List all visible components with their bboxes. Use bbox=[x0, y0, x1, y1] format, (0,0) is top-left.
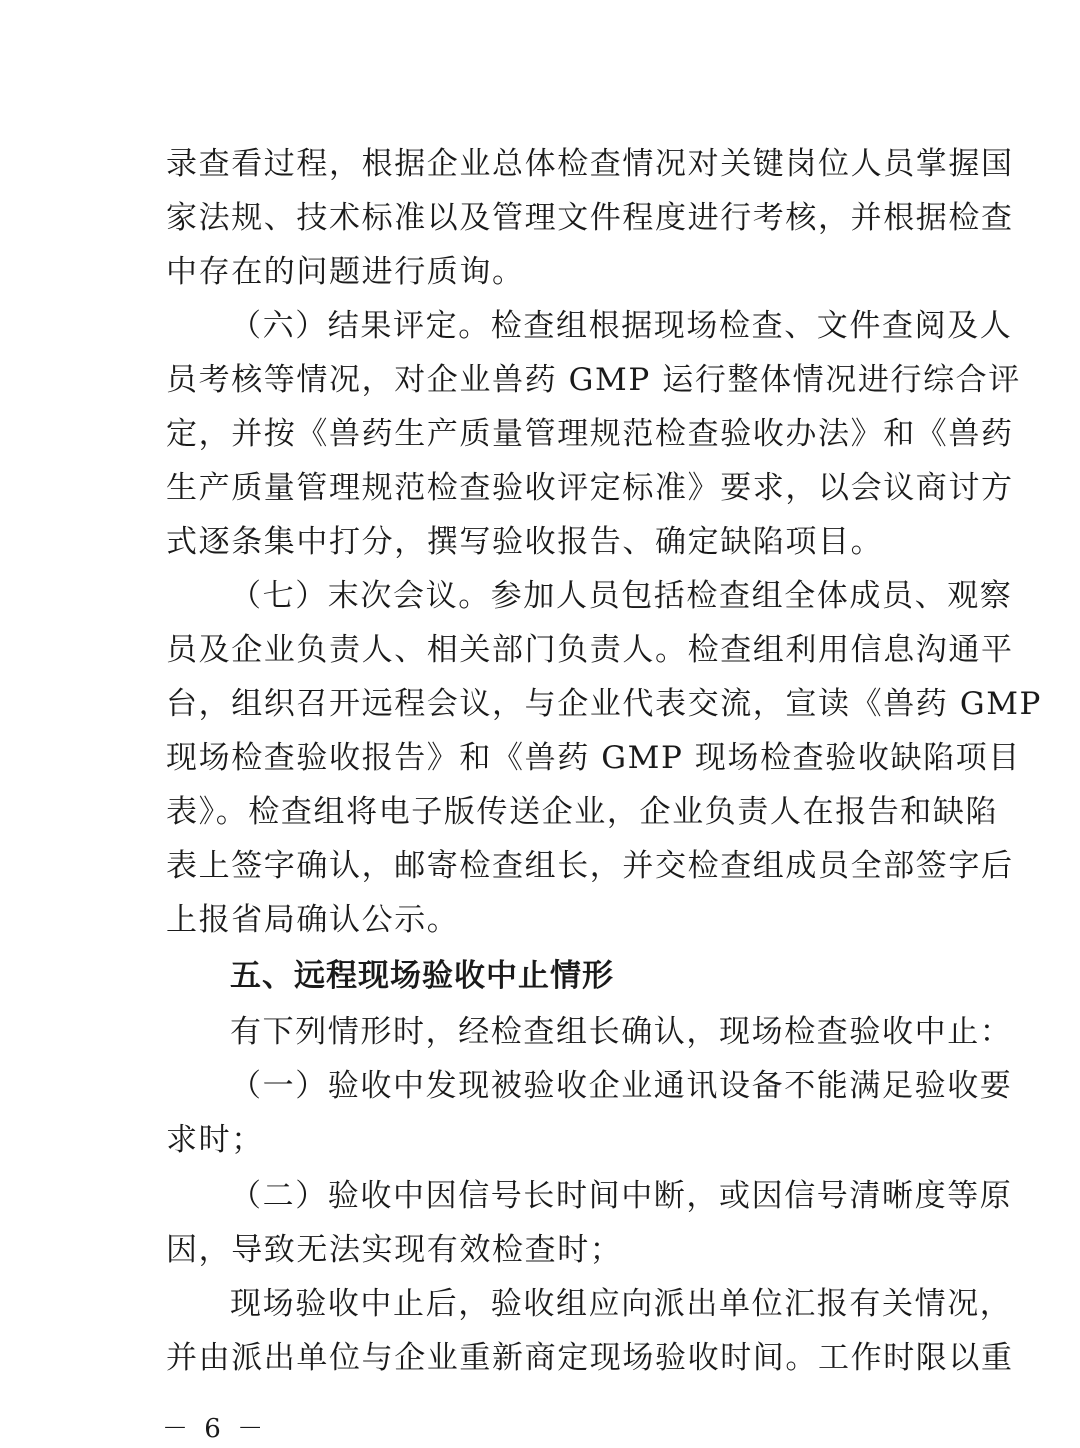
body-text-line: 现场验收中止后，验收组应向派出单位汇报有关情况， bbox=[230, 1286, 1013, 1322]
body-text-line: 并由派出单位与企业重新商定现场验收时间。工作时限以重 bbox=[166, 1340, 1014, 1376]
body-text-line: 有下列情形时，经检查组长确认，现场检查验收中止： bbox=[230, 1014, 1013, 1050]
body-text-line: 求时； bbox=[166, 1122, 264, 1158]
body-text-line: 录查看过程，根据企业总体检查情况对关键岗位人员掌握国 bbox=[166, 146, 1014, 182]
body-text-line: 表》。检查组将电子版传送企业，企业负责人在报告和缺陷 bbox=[166, 794, 999, 830]
body-text-line: 表上签字确认，邮寄检查组长，并交检查组成员全部签字后 bbox=[166, 848, 1014, 884]
body-text-line: 因，导致无法实现有效检查时； bbox=[166, 1232, 623, 1268]
body-text-line: 员及企业负责人、相关部门负责人。检查组利用信息沟通平 bbox=[166, 632, 1014, 668]
list-item-two-line: （二）验收中因信号长时间中断，或因信号清晰度等原 bbox=[230, 1178, 1013, 1214]
body-text-line: 现场检查验收报告》和《兽药 GMP 现场检查验收缺陷项目 bbox=[166, 740, 1021, 776]
body-text-line: 上报省局确认公示。 bbox=[166, 902, 460, 938]
body-text-line: 定，并按《兽药生产质量管理规范检查验收办法》和《兽药 bbox=[166, 416, 1014, 452]
body-text-line: 生产质量管理规范检查验收评定标准》要求，以会议商讨方 bbox=[166, 470, 1014, 506]
body-text-line: 家法规、技术标准以及管理文件程度进行考核，并根据检查 bbox=[166, 200, 1014, 236]
body-text-line: 中存在的问题进行质询。 bbox=[166, 254, 525, 290]
section-seven-title-line: （七）末次会议。参加人员包括检查组全体成员、观察 bbox=[230, 578, 1013, 614]
section-six-title-line: （六）结果评定。检查组根据现场检查、文件查阅及人 bbox=[230, 308, 1013, 344]
section-five-heading: 五、远程现场验收中止情形 bbox=[230, 958, 614, 994]
list-item-one-line: （一）验收中发现被验收企业通讯设备不能满足验收要 bbox=[230, 1068, 1013, 1104]
page-number: － 6 － bbox=[162, 1414, 268, 1444]
body-text-line: 员考核等情况，对企业兽药 GMP 运行整体情况进行综合评 bbox=[166, 362, 1021, 398]
body-text-line: 式逐条集中打分，撰写验收报告、确定缺陷项目。 bbox=[166, 524, 884, 560]
body-text-line: 台，组织召开远程会议，与企业代表交流，宣读《兽药 GMP bbox=[166, 686, 1043, 722]
